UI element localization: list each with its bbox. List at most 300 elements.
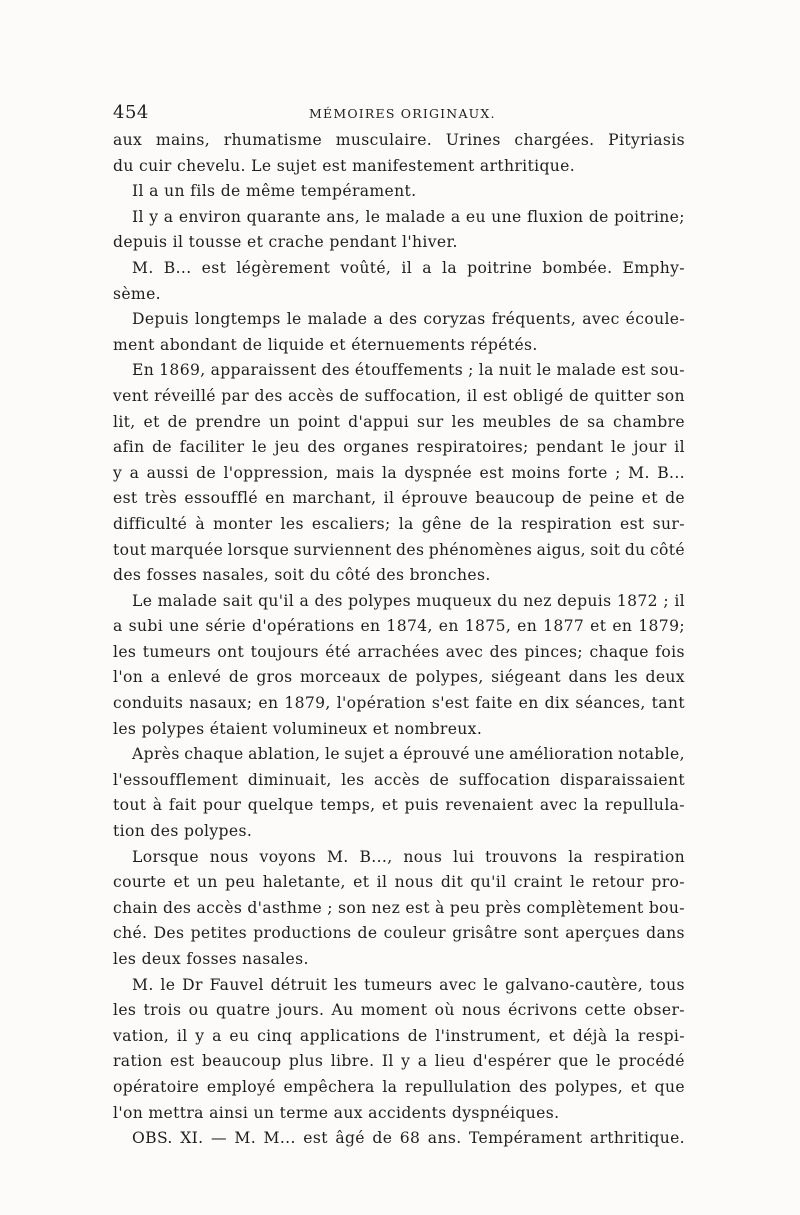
text-line xyxy=(113,896,685,922)
word: il xyxy=(401,258,413,277)
word: repullula- xyxy=(605,796,685,815)
word: Depuis xyxy=(132,310,189,329)
word: malade xyxy=(556,361,617,380)
word: 1879, xyxy=(284,694,331,713)
word: très xyxy=(144,489,178,508)
word: dyspnéiques. xyxy=(451,1103,560,1122)
word: de xyxy=(242,335,263,354)
word: dix xyxy=(544,694,570,713)
word: dyspnée xyxy=(404,463,473,482)
word: mais xyxy=(336,463,375,482)
word: procédé xyxy=(618,1052,685,1071)
word: ainsi xyxy=(209,1103,249,1122)
word: est xyxy=(201,258,227,277)
word: faite xyxy=(475,694,513,713)
word: a xyxy=(299,591,310,610)
word: polypes. xyxy=(183,822,253,841)
word: a xyxy=(149,182,159,201)
text-line xyxy=(113,1024,685,1050)
word: 1879; xyxy=(638,617,685,636)
word: Tempérament xyxy=(468,1129,583,1148)
word: âgé xyxy=(335,1129,365,1148)
word: d'appui xyxy=(348,412,410,431)
word: du xyxy=(309,566,331,585)
word: a xyxy=(450,207,461,226)
word: le xyxy=(365,207,381,226)
word: et xyxy=(353,873,370,892)
word: employé xyxy=(206,1077,276,1096)
word: l'instrument, xyxy=(435,1026,542,1045)
text-line xyxy=(113,768,685,794)
word: malade xyxy=(385,207,446,226)
word: chargées. xyxy=(514,131,595,149)
word: il xyxy=(176,1026,188,1045)
word: quelque xyxy=(247,796,314,815)
word: fait xyxy=(168,796,197,815)
word: lieu xyxy=(434,1052,466,1071)
text-line xyxy=(113,128,685,154)
word: d'espérer xyxy=(472,1052,551,1071)
word: Le xyxy=(251,156,272,175)
word: ; xyxy=(468,361,474,380)
word: sujet xyxy=(276,156,317,175)
word: en xyxy=(258,694,279,713)
word: chain xyxy=(113,898,158,917)
word: depuis xyxy=(557,591,612,610)
word: de xyxy=(372,1129,393,1148)
text-line xyxy=(113,1075,685,1101)
word: ; xyxy=(663,591,669,610)
word: son xyxy=(337,898,367,917)
word: depuis xyxy=(113,233,168,252)
word: rhumatisme xyxy=(223,131,323,149)
word: quarante xyxy=(246,207,322,226)
word: polypes xyxy=(141,719,205,738)
word: nasales, xyxy=(202,566,270,585)
word: de xyxy=(562,489,582,508)
word: jours. xyxy=(277,1001,325,1020)
word: craint xyxy=(513,873,563,892)
word: des xyxy=(163,898,192,917)
word: retour xyxy=(592,873,645,892)
word: organes xyxy=(343,438,410,457)
word: le xyxy=(569,873,585,892)
word: séances, xyxy=(575,694,646,713)
word: diminuait, xyxy=(247,770,332,789)
word: ans. xyxy=(427,1129,462,1148)
word: lit, xyxy=(113,412,136,431)
word: pinces; xyxy=(524,642,584,661)
word: lorsque xyxy=(227,540,290,559)
word: respi- xyxy=(637,1026,685,1045)
word: bronches. xyxy=(409,566,491,585)
word: ans, xyxy=(326,207,361,226)
word: sur- xyxy=(652,514,685,533)
word: crache xyxy=(268,233,325,252)
word: de xyxy=(339,386,360,405)
word: subi xyxy=(128,617,164,636)
word: cuir xyxy=(139,156,172,175)
word: peu xyxy=(449,898,481,917)
word: il xyxy=(674,591,685,610)
word: de xyxy=(167,412,188,431)
word: l'oppression, xyxy=(223,463,329,482)
word: fosses xyxy=(146,566,198,585)
word: est xyxy=(169,1052,195,1071)
word: polypes xyxy=(348,591,411,610)
word: Dr xyxy=(182,975,203,994)
word: respiration xyxy=(520,514,612,533)
word: aux xyxy=(333,1103,363,1122)
word: malade xyxy=(307,310,368,329)
word: des xyxy=(113,566,142,585)
word: quatre xyxy=(215,1001,271,1020)
word: son xyxy=(656,386,685,405)
word: Après xyxy=(132,745,180,764)
word: morceaux xyxy=(300,668,381,687)
word: accès xyxy=(374,770,420,789)
word: et xyxy=(143,412,160,431)
word: la xyxy=(398,514,414,533)
word: le xyxy=(611,438,626,457)
word: et xyxy=(173,873,190,892)
word: même xyxy=(245,182,296,201)
word: le xyxy=(536,361,552,380)
text-line xyxy=(113,998,685,1024)
word: tous xyxy=(649,975,685,994)
text-line xyxy=(113,742,685,768)
word: tempérament. xyxy=(300,182,417,201)
word: avec xyxy=(539,796,578,815)
word: de xyxy=(588,207,609,226)
word: détruit xyxy=(270,975,328,994)
word: soit xyxy=(590,540,621,559)
word: grisâtre xyxy=(452,924,518,943)
word: Il xyxy=(381,1052,394,1071)
word: Emphy- xyxy=(622,258,685,277)
text-line xyxy=(113,819,685,845)
word: et xyxy=(630,1077,647,1096)
word: ; xyxy=(327,898,333,917)
word: chaque xyxy=(589,642,649,661)
word: sont xyxy=(523,924,559,943)
word: quitter xyxy=(594,386,652,405)
text-line xyxy=(113,384,685,410)
word: point xyxy=(297,412,341,431)
word: de xyxy=(228,668,249,687)
word: petites xyxy=(190,924,247,943)
word: les xyxy=(334,975,358,994)
word: marquée xyxy=(150,540,224,559)
word: peine xyxy=(589,489,635,508)
word: il xyxy=(674,438,685,457)
word: le xyxy=(483,975,499,994)
word: aussi xyxy=(146,463,189,482)
text-line xyxy=(113,921,685,947)
word: chambre xyxy=(612,412,685,431)
word: puis xyxy=(404,796,439,815)
word: et xyxy=(381,796,399,815)
word: avec xyxy=(439,975,477,994)
word: est xyxy=(620,514,645,533)
text-line xyxy=(113,230,685,256)
word: 1874, xyxy=(386,617,433,636)
word: muqueux xyxy=(416,591,492,610)
word: les xyxy=(113,642,137,661)
word: ment xyxy=(113,335,155,354)
word: M. xyxy=(132,258,154,277)
word: dans xyxy=(646,924,685,943)
word: M. xyxy=(326,847,349,866)
text-line xyxy=(113,333,685,359)
word: nuit xyxy=(498,361,532,380)
word: des xyxy=(389,310,418,329)
word: de xyxy=(388,668,408,687)
word: moment xyxy=(360,1001,428,1020)
word: sa xyxy=(587,412,606,431)
word: polypes, xyxy=(415,668,484,687)
text-line xyxy=(113,973,685,999)
word: courte xyxy=(113,873,167,892)
word: le xyxy=(252,438,267,457)
word: revenaient xyxy=(445,796,534,815)
word: beaucoup xyxy=(475,489,555,508)
word: poitrine; xyxy=(614,207,685,226)
word: est xyxy=(322,156,347,175)
word: opératoire xyxy=(113,1077,200,1096)
word: la xyxy=(441,258,457,277)
word: a xyxy=(163,207,174,226)
word: à xyxy=(195,514,206,533)
word: l'on xyxy=(113,1103,144,1122)
word: surviennent xyxy=(293,540,392,559)
word: légèrement xyxy=(236,258,331,277)
word: un xyxy=(197,873,218,892)
word: peu xyxy=(225,873,256,892)
word: écoule- xyxy=(625,310,685,329)
word: près xyxy=(485,898,522,917)
text-line xyxy=(113,691,685,717)
word: et xyxy=(372,719,389,738)
text-line xyxy=(113,307,685,333)
word: en xyxy=(360,617,381,636)
word: mains, xyxy=(155,131,211,149)
word: fluxion xyxy=(526,207,584,226)
word: libre. xyxy=(330,1052,375,1071)
word: nasales. xyxy=(242,950,309,968)
text-line xyxy=(113,358,685,384)
word: a xyxy=(150,668,161,687)
word: arthritique. xyxy=(479,156,576,175)
word: sur xyxy=(417,412,444,431)
word: sème. xyxy=(113,284,161,303)
word: complètement xyxy=(526,898,644,917)
word: le xyxy=(286,310,302,329)
word: a xyxy=(212,1026,222,1045)
word: il xyxy=(383,489,395,508)
word: fois xyxy=(655,642,685,661)
text-line xyxy=(113,793,685,819)
word: empêchera xyxy=(283,1077,375,1096)
word: monter xyxy=(213,514,273,533)
word: les xyxy=(614,668,638,687)
word: nous xyxy=(394,873,434,892)
word: des xyxy=(489,642,518,661)
word: — xyxy=(210,1129,227,1148)
word: étouffements xyxy=(354,361,464,380)
text-line xyxy=(113,282,685,308)
word: il xyxy=(466,386,478,405)
text-line xyxy=(113,870,685,896)
word: temps, xyxy=(320,796,376,815)
word: musculaire. xyxy=(335,131,433,149)
word: environ xyxy=(178,207,242,226)
word: est xyxy=(303,1129,328,1148)
word: de xyxy=(469,514,490,533)
text-line xyxy=(113,665,685,691)
text-line xyxy=(113,205,685,231)
word: suffocation, xyxy=(364,386,462,405)
word: Fauvel xyxy=(209,975,264,994)
word: Il xyxy=(132,182,144,201)
word: les xyxy=(280,514,304,533)
word: ration xyxy=(113,1052,163,1071)
word: longtemps xyxy=(194,310,281,329)
word: sujet xyxy=(344,745,385,764)
word: Au xyxy=(331,1001,354,1020)
word: forte xyxy=(567,463,608,482)
word: bombée. xyxy=(542,258,613,277)
word: M. xyxy=(234,1129,257,1148)
word: y xyxy=(113,463,123,482)
word: repullulation xyxy=(405,1077,512,1096)
word: du xyxy=(113,156,134,175)
word: lui xyxy=(453,847,475,866)
word: en xyxy=(518,694,539,713)
word: nombreux. xyxy=(394,719,483,738)
word: trouvons xyxy=(485,847,558,866)
word: Des xyxy=(153,924,185,943)
word: réveillé xyxy=(154,386,216,405)
word: escaliers; xyxy=(311,514,391,533)
word: qu'il xyxy=(470,873,507,892)
text-line xyxy=(113,435,685,461)
word: il xyxy=(172,233,184,252)
word: fosses xyxy=(186,950,237,968)
word: éternuements xyxy=(351,335,466,354)
word: ché. xyxy=(113,924,148,943)
word: aux xyxy=(113,131,143,149)
word: et xyxy=(329,335,346,354)
word: obser- xyxy=(633,1001,685,1020)
word: la xyxy=(583,796,599,815)
word: il xyxy=(376,873,388,892)
word: les xyxy=(451,412,475,431)
word: siégeant xyxy=(491,668,561,687)
word: la xyxy=(382,1077,398,1096)
word: applications xyxy=(299,1026,401,1045)
word: M. xyxy=(132,975,154,994)
word: plus xyxy=(288,1052,324,1071)
text-line xyxy=(113,486,685,512)
word: est xyxy=(483,386,508,405)
word: dit xyxy=(440,873,464,892)
word: de xyxy=(665,489,685,508)
word: suffocation xyxy=(458,770,551,789)
word: l'opération xyxy=(336,694,426,713)
word: abondant xyxy=(160,335,238,354)
word: aperçues xyxy=(565,924,640,943)
word: tant xyxy=(651,694,685,713)
word: sou- xyxy=(650,361,685,380)
word: des xyxy=(150,822,179,841)
word: eu xyxy=(229,1026,250,1045)
word: et xyxy=(641,489,658,508)
word: gros xyxy=(256,668,293,687)
word: de xyxy=(357,924,378,943)
word: des xyxy=(254,386,283,405)
word: nez xyxy=(523,591,552,610)
text-line xyxy=(113,256,685,282)
word: sait xyxy=(222,591,253,610)
word: Urines xyxy=(445,131,501,149)
word: jeu xyxy=(274,438,300,457)
word: une xyxy=(474,745,505,764)
word: les xyxy=(113,950,137,968)
word: productions xyxy=(253,924,352,943)
word: tout xyxy=(113,796,147,815)
word: M. xyxy=(628,463,650,482)
word: cinq xyxy=(257,1026,293,1045)
word: qu'il xyxy=(258,591,295,610)
word: des xyxy=(396,540,425,559)
word: accès xyxy=(288,386,334,405)
text-line xyxy=(113,512,685,538)
word: 1875, xyxy=(464,617,512,636)
word: y xyxy=(149,207,159,226)
word: eu xyxy=(465,207,486,226)
word: que xyxy=(558,1052,589,1071)
word: de xyxy=(196,463,217,482)
word: un xyxy=(269,412,290,431)
word: du xyxy=(624,540,646,559)
word: la xyxy=(478,361,494,380)
word: en xyxy=(438,617,459,636)
word: la xyxy=(568,847,584,866)
word: arthritique. xyxy=(589,1129,685,1148)
word: pour xyxy=(203,796,242,815)
word: et xyxy=(548,1026,566,1045)
word: s'est xyxy=(431,694,470,713)
word: d'asthme xyxy=(247,898,323,917)
word: jour xyxy=(633,438,667,457)
word: toujours xyxy=(250,642,319,661)
text-line xyxy=(113,614,685,640)
word: chaque xyxy=(184,745,244,764)
word: fils xyxy=(190,182,216,201)
word: des xyxy=(376,566,405,585)
word: tumeurs xyxy=(142,642,211,661)
word: l'hiver. xyxy=(402,233,458,252)
word: un xyxy=(164,182,185,201)
word: XI. xyxy=(180,1129,204,1148)
word: a xyxy=(129,463,140,482)
word: a xyxy=(417,1052,428,1071)
word: coryzas xyxy=(423,310,486,329)
word: ont xyxy=(217,642,245,661)
word: amélioration xyxy=(509,745,614,764)
word: écrivons xyxy=(508,1001,578,1020)
